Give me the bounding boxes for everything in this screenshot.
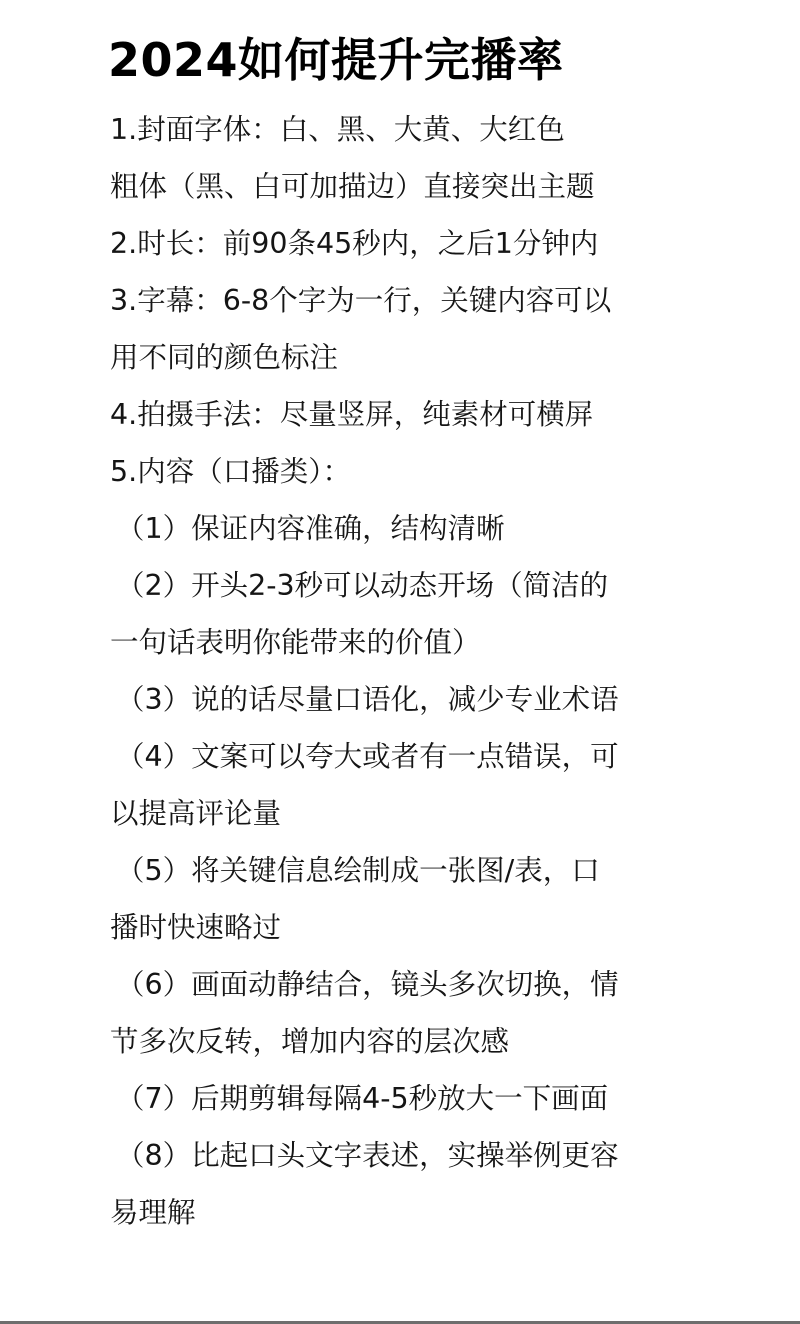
text-line: （8）比起口头文字表述，实操举例更容 [116,1139,619,1172]
text-line: 1.封面字体：白、黑、大黄、大红色 [110,113,565,146]
text-line: 播时快速略过 [110,911,282,944]
text-line: 4.拍摄手法：尽量竖屏，纯素材可横屏 [110,398,594,431]
text-line: （4）文案可以夸大或者有一点错误，可 [116,740,619,773]
text-line: （6）画面动静结合，镜头多次切换，情 [116,968,619,1001]
text-line: 粗体（黑、白可加描边）直接突出主题 [110,170,595,203]
text-line: 一句话表明你能带来的价值） [110,626,481,659]
text-line: 2.时长：前90条45秒内，之后1分钟内 [110,227,599,260]
page-title: 2024如何提升完播率 [108,33,564,87]
text-line: 节多次反转，增加内容的层次感 [110,1025,510,1058]
text-line: 5.内容（口播类）： [110,455,351,488]
text-line: （5）将关键信息绘制成一张图/表，口 [116,854,600,887]
text-line: 用不同的颜色标注 [110,341,339,374]
text-line: 以提高评论量 [110,797,282,830]
text-line: 3.字幕：6-8个字为一行，关键内容可以 [110,284,612,317]
text-line: （1）保证内容准确，结构清晰 [116,512,505,545]
text-line: （7）后期剪辑每隔4-5秒放大一下画面 [116,1082,609,1115]
document-body [110,101,710,1241]
text-line: （2）开头2-3秒可以动态开场（简洁的 [116,569,609,602]
text-line: （3）说的话尽量口语化，减少专业术语 [116,683,619,716]
text-line: 易理解 [110,1196,196,1229]
